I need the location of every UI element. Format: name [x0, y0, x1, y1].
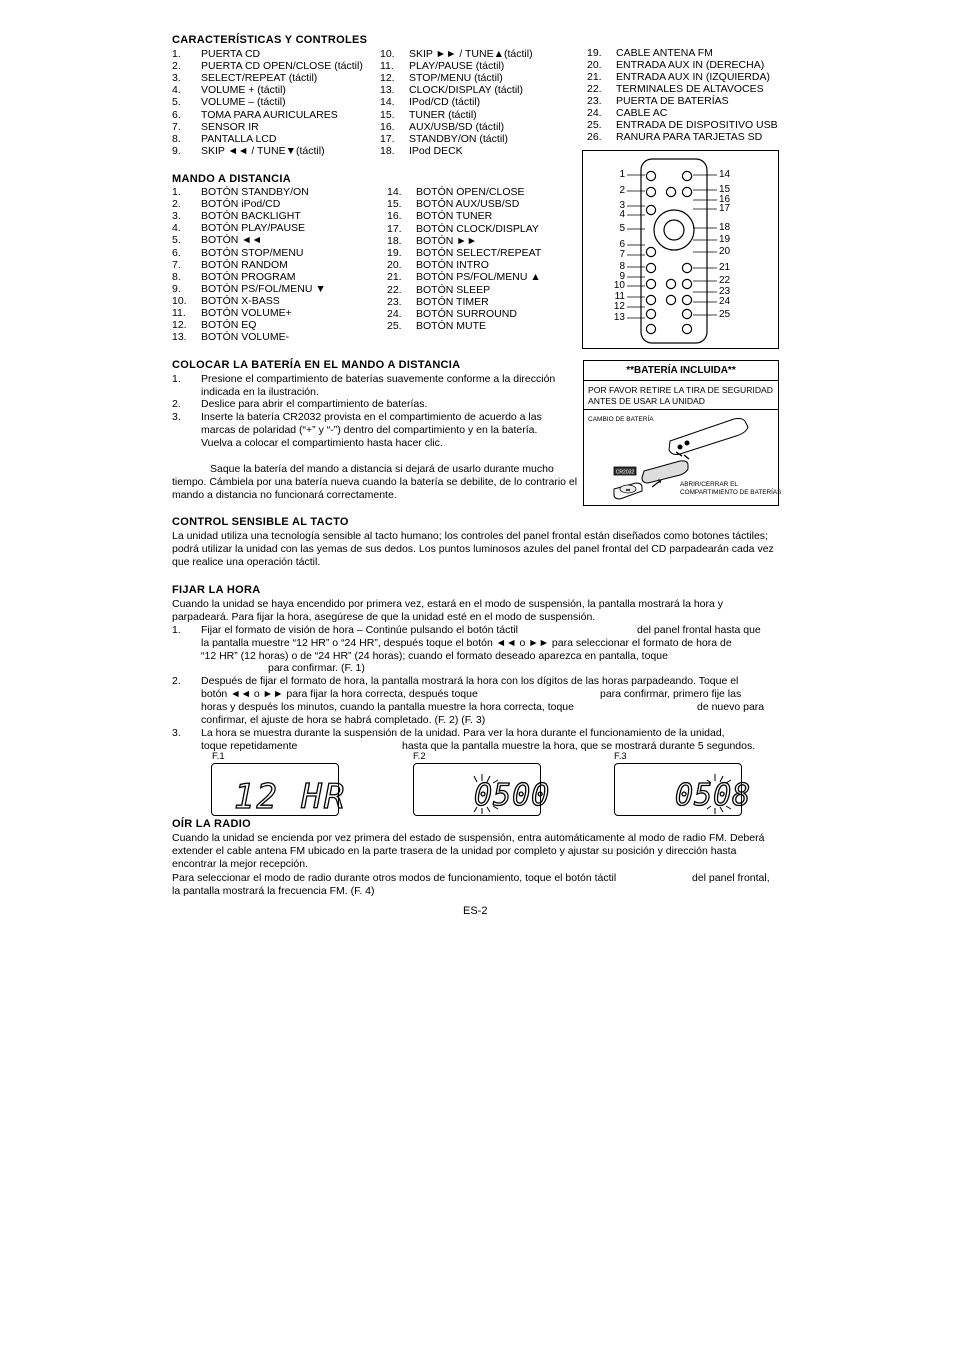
remote-callout-label: 12 [613, 301, 625, 312]
remote-button-glyph [682, 309, 691, 318]
list-item-text: STANDBY/ON (táctil) [409, 132, 508, 145]
list-item-number: 25. [387, 320, 402, 333]
list-item-number: 8. [172, 132, 181, 145]
list-item-number: 10. [380, 48, 395, 60]
remote-button-glyph [646, 295, 655, 304]
list-item-number: 14. [380, 96, 395, 109]
time-step3-line1: La hora se muestra durante la suspensión de la unidad. Para ver la hora durante el funcionamiento de la unidad, [201, 727, 725, 739]
list-item-text: SENSOR IR [201, 120, 259, 133]
remote-button-glyph [666, 279, 675, 288]
features-heading: CARACTERÍSTICAS Y CONTROLES [172, 34, 368, 46]
time-step2-line4: confirmar, el ajuste de hora se habrá completado. (F. 2) (F. 3) [201, 714, 486, 726]
battery-panel [583, 360, 782, 506]
battery-step-number: 1. [172, 373, 181, 385]
list-item-text: BOTÓN AUX/USB/SD [416, 198, 520, 211]
list-item-text: PLAY/PAUSE (táctil) [409, 60, 505, 73]
list-item-number: 12. [380, 72, 395, 85]
list-item-number: 2. [172, 60, 181, 73]
list-item-number: 9. [172, 282, 181, 295]
list-item-number: 26. [587, 131, 602, 143]
remote-callout-label: 19 [719, 234, 731, 245]
svg-text:0508: 0508 [675, 778, 752, 813]
battery-panel-warning: POR FAVOR RETIRE LA TIRA DE SEGURIDAD ANTES DE USAR LA UNIDAD [588, 385, 773, 406]
time-step1-line4: para confirmar. (F. 1) [268, 662, 365, 674]
list-item-text: BOTÓN PS/FOL/MENU ▲ [416, 271, 541, 284]
list-item-text: VOLUME – (táctil) [201, 96, 286, 109]
remote-callout-label: 4 [619, 209, 625, 220]
list-item-number: 22. [387, 283, 402, 296]
battery-open-label: ABRIR/CERRAR EL COMPARTIMIENTO DE BATERÍAS [680, 481, 782, 496]
list-item-number: 3. [172, 210, 181, 223]
battery-change-label: CAMBIO DE BATERÍA [588, 416, 654, 423]
list-item-number: 19. [587, 47, 602, 59]
list-item-text: BOTÓN iPod/CD [201, 198, 281, 211]
remote-button-glyph [682, 187, 691, 196]
list-item-text: BOTÓN PLAY/PAUSE [201, 222, 306, 235]
fig3-label: F.3 [614, 751, 627, 762]
list-item-text: BOTÓN X-BASS [201, 294, 280, 307]
list-item-text: BOTÓN INTRO [416, 259, 489, 272]
list-item-number: 20. [387, 259, 402, 272]
list-item-number: 3. [172, 72, 181, 85]
list-item-number: 25. [587, 119, 602, 131]
list-item-number: 16. [380, 120, 395, 133]
list-item-text: VOLUME + (táctil) [201, 84, 286, 97]
time-intro: Cuando la unidad se haya encendido por primera vez, estará en el modo de suspensión, la pantalla mostrará la hora y parpadeará. Para fijar la hora, asegúrese de que la unidad esté en el modo de suspensión. [172, 598, 724, 623]
remote-callout-label: 2 [619, 185, 625, 196]
remote-button-glyph [646, 279, 655, 288]
list-item-text: PUERTA CD [201, 48, 261, 60]
fig1-lcd [211, 763, 347, 817]
remote-callout-label: 21 [719, 262, 731, 273]
page-number: ES-2 [463, 905, 488, 917]
list-item-number: 11. [380, 60, 394, 73]
list-item-text: RANURA PARA TARJETAS SD [616, 131, 763, 143]
list-item-text: PANTALLA LCD [201, 132, 277, 145]
time-step2-line3b: de nuevo para [697, 701, 765, 713]
remote-callout-label: 18 [719, 222, 731, 233]
list-item-text: CLOCK/DISPLAY (táctil) [409, 84, 523, 97]
list-item-number: 22. [587, 83, 602, 95]
remote-button-glyph [682, 279, 691, 288]
list-item-text: TERMINALES DE ALTAVOCES [616, 83, 764, 95]
battery-step-number: 2. [172, 398, 181, 410]
list-item-number: 20. [587, 59, 602, 71]
radio-paragraph1: Cuando la unidad se encienda por vez primera del estado de suspensión, entra automáticamente al modo de radio FM. Deberá extender el cable antena FM ubicado en la parte trasera de la unidad por completo y ajustar su posición y dirección hasta encontrar la mejor recepción. [172, 832, 765, 870]
list-item-number: 7. [172, 258, 181, 271]
list-item-text: SKIP ◄◄ / TUNE▼(táctil) [201, 144, 325, 157]
remote-callout-label: 22 [719, 275, 731, 286]
remote-callout-label: 9 [619, 271, 625, 282]
remote-callout-label: 11 [614, 291, 625, 302]
list-item-text: CABLE AC [616, 107, 668, 119]
remote-callout-label: 3 [619, 200, 625, 211]
list-item-text: BOTÓN EQ [201, 319, 257, 332]
remote-callout-label: 25 [719, 309, 731, 320]
list-item-text: BOTÓN SURROUND [416, 308, 517, 320]
nav-ring [654, 210, 694, 250]
list-item-text: SELECT/REPEAT (táctil) [201, 72, 318, 85]
time-step1-line1: Fijar el formato de visión de hora – Continúe pulsando el botón táctil [201, 624, 518, 636]
list-item-text: BOTÓN PS/FOL/MENU ▼ [201, 282, 326, 295]
list-item-text: BOTÓN STOP/MENU [201, 246, 304, 259]
list-item-text: ENTRADA AUX IN (IZQUIERDA) [616, 71, 771, 83]
time-step3-number: 3. [172, 727, 181, 739]
remote-button-glyph [646, 263, 655, 272]
time-step3-line2a: toque repetidamente [201, 740, 298, 752]
list-item-text: BOTÓN VOLUME- [201, 331, 290, 344]
list-item-text: BOTÓN RANDOM [201, 258, 288, 271]
fig1-label: F.1 [212, 751, 225, 762]
list-item-number: 19. [387, 247, 402, 259]
list-item-text: ENTRADA DE DISPOSITIVO USB [616, 119, 778, 131]
fig2-lcd [413, 763, 551, 816]
battery-step-text: Deslice para abrir el compartimiento de baterías. [201, 398, 428, 410]
list-item-number: 23. [587, 95, 602, 107]
remote-callout-label: 14 [719, 169, 731, 180]
battery-note: Saque la batería del mando a distancia si dejará de usarlo durante mucho tiempo. Cámbiela por una batería nueva cuando la batería se debilite, de lo contrario el mando a distancia no funcionará correctamente. [172, 463, 578, 501]
time-step1-number: 1. [172, 624, 181, 636]
list-item-number: 7. [172, 120, 181, 133]
list-item-text: BOTÓN OPEN/CLOSE [416, 186, 525, 198]
list-item-text: BOTÓN MUTE [416, 320, 486, 333]
remote-button-glyph [646, 171, 655, 180]
list-item-text: PUERTA DE BATERÍAS [616, 95, 729, 107]
remote-callout-label: 5 [619, 223, 625, 234]
list-item-text: TOMA PARA AURICULARES [201, 108, 338, 121]
remote-callout-label: 17 [719, 203, 731, 214]
list-item-number: 9. [172, 144, 181, 157]
radio-paragraph2b: del panel frontal, [692, 872, 770, 884]
list-item-text: ENTRADA AUX IN (DERECHA) [616, 59, 765, 71]
remote-callout-label: 6 [619, 239, 625, 250]
remote-callout-label: 8 [619, 261, 625, 272]
time-step2-line2a: botón ◄◄ o ►► para fijar la hora correcta, después toque [201, 688, 478, 700]
list-item-text: BOTÓN PROGRAM [201, 270, 296, 283]
time-step2-line3a: horas y después los minutos, cuando la pantalla muestre la hora correcta, toque [201, 701, 574, 713]
radio-paragraph2a: Para seleccionar el modo de radio durante otros modos de funcionamiento, toque el botón táctil [172, 872, 617, 884]
list-item-text: PUERTA CD OPEN/CLOSE (táctil) [201, 60, 363, 73]
battery-step-number: 3. [172, 411, 181, 423]
list-item-number: 21. [587, 71, 602, 83]
time-step3-line2b: hasta que la pantalla muestre la hora, que se mostrará durante 5 segundos. [402, 740, 756, 752]
list-item-number: 6. [172, 246, 181, 259]
remote-button-glyph [646, 187, 655, 196]
radio-paragraph2c: la pantalla mostrará la frecuencia FM. (F. 4) [172, 885, 375, 897]
list-item-number: 1. [172, 48, 181, 60]
remote-button-glyph [646, 247, 655, 256]
list-item-number: 5. [172, 234, 181, 247]
remote-callout-label: 20 [719, 246, 731, 257]
svg-text:0500: 0500 [474, 778, 551, 813]
list-item-number: 15. [380, 108, 395, 121]
list-item-text: BOTÓN SELECT/REPEAT [416, 247, 542, 259]
remote-button-glyph [646, 324, 655, 333]
battery-step-text: Inserte la batería CR2032 provista en el compartimiento de acuerdo a las marcas de polaridad (“+” y “-”) dentro del compartimiento y en la batería. Vuelva a colocar el compartimiento hasta hacer clic. [201, 411, 542, 449]
list-item-text: IPod/CD (táctil) [409, 96, 481, 109]
remote-callout-label: 10 [613, 280, 625, 291]
time-step2-line2b: para confirmar, primero fije las [600, 688, 742, 700]
remote-callout-label: 1 [619, 169, 625, 180]
list-item-text: CABLE ANTENA FM [616, 47, 713, 59]
battery-panel-title: **BATERÍA INCLUIDA** [584, 361, 778, 381]
list-item-number: 8. [172, 270, 181, 283]
list-item-number: 21. [387, 271, 402, 284]
list-item-number: 23. [387, 295, 402, 308]
list-item-number: 14. [387, 186, 402, 198]
remote-callout-label: 23 [719, 286, 731, 297]
remote-callout-label: 13 [613, 312, 625, 323]
fig3-display [615, 764, 752, 817]
radio-heading: OÍR LA RADIO [172, 818, 251, 830]
list-item-number: 4. [172, 222, 181, 235]
remote-heading: MANDO A DISTANCIA [172, 173, 291, 185]
remote-callout-label: 24 [719, 296, 731, 307]
list-item-text: BOTÓN SLEEP [416, 283, 491, 296]
time-step1-line2: la pantalla muestre “12 HR” o “24 HR”, después toque el botón ◄◄ o ►► para seleccionar el formato de hora de [201, 637, 732, 649]
list-item-text: BOTÓN CLOCK/DISPLAY [416, 222, 539, 235]
fig1-display [212, 764, 347, 817]
remote-button-glyph [682, 263, 691, 272]
remote-diagram [582, 150, 779, 349]
list-item-text: SKIP ►► / TUNE▲(táctil) [409, 48, 533, 60]
time-step2-number: 2. [172, 675, 181, 687]
list-item-text: BOTÓN STANDBY/ON [201, 186, 309, 198]
list-item-number: 18. [380, 144, 395, 157]
list-item-text: BOTÓN ◄◄ [201, 234, 263, 247]
list-item-text: BOTÓN TIMER [416, 295, 489, 308]
list-item-number: 4. [172, 84, 181, 97]
list-item-number: 2. [172, 198, 181, 211]
remote-button-glyph [682, 171, 691, 180]
remote-button-glyph [682, 324, 691, 333]
time-step1-line3: “12 HR” (12 horas) o de “24 HR” (24 horas); cuando el formato deseado aparezca en pantalla, toque [201, 650, 668, 662]
time-step2-line1: Después de fijar el formato de hora, la pantalla mostrará la hora con los dígitos de las horas parpadeando. Toque el [201, 675, 739, 687]
list-item-number: 13. [172, 331, 187, 344]
fig2-display [414, 764, 551, 817]
list-item-number: 24. [387, 308, 402, 320]
list-item-text: IPod DECK [409, 144, 463, 157]
nav-center [664, 220, 684, 240]
list-item-number: 6. [172, 108, 181, 121]
remote-button-glyph [646, 205, 655, 214]
remote-callout-label: 15 [719, 184, 731, 195]
list-item-text: AUX/USB/SD (táctil) [409, 120, 505, 133]
list-item-number: 16. [387, 210, 402, 223]
list-item-number: 17. [380, 132, 395, 145]
remote-button-glyph [666, 295, 675, 304]
time-heading: FIJAR LA HORA [172, 584, 261, 596]
list-item-number: 15. [387, 198, 402, 211]
list-item-number: 18. [387, 234, 402, 247]
remote-callout-label: 16 [719, 194, 731, 205]
svg-text:12 HR: 12 HR [234, 777, 347, 817]
list-item-number: 11. [172, 307, 186, 319]
battery-heading: COLOCAR LA BATERÍA EN EL MANDO A DISTANCIA [172, 359, 461, 371]
touch-heading: CONTROL SENSIBLE AL TACTO [172, 516, 349, 528]
list-item-number: 5. [172, 96, 181, 109]
remote-button-glyph [646, 309, 655, 318]
list-item-text: BOTÓN ►► [416, 234, 478, 247]
list-item-text: BOTÓN BACKLIGHT [201, 210, 301, 223]
fig2-label: F.2 [413, 751, 426, 762]
list-item-number: 12. [172, 319, 187, 332]
list-item-text: TUNER (táctil) [409, 108, 477, 121]
list-item-number: 17. [387, 222, 402, 235]
battery-step-text: Presione el compartimiento de baterías suavemente conforme a la dirección indicada en la ilustración. [201, 373, 556, 398]
list-item-text: STOP/MENU (táctil) [409, 72, 503, 85]
remote-button-glyph [666, 187, 675, 196]
list-item-text: BOTÓN VOLUME+ [201, 307, 292, 319]
remote-button-glyph [682, 295, 691, 304]
list-item-text: BOTÓN TUNER [416, 210, 493, 223]
list-item-number: 1. [172, 186, 181, 198]
time-step1-line1b: del panel frontal hasta que [637, 624, 761, 636]
list-item-number: 13. [380, 84, 395, 97]
touch-text: La unidad utiliza una tecnología sensible al tacto humano; los controles del panel frontal están diseñados como botones táctiles; podrá utilizar la unidad con las yemas de sus dedos. Los puntos luminosos azules del panel frontal del CD parpadearán cada vez que realice una operación táctil. [172, 530, 774, 568]
fig3-lcd [614, 763, 752, 816]
list-item-number: 10. [172, 294, 187, 307]
remote-callout-label: 7 [619, 249, 625, 260]
list-item-number: 24. [587, 107, 602, 119]
cr2032-label: CR2032 [615, 469, 635, 476]
